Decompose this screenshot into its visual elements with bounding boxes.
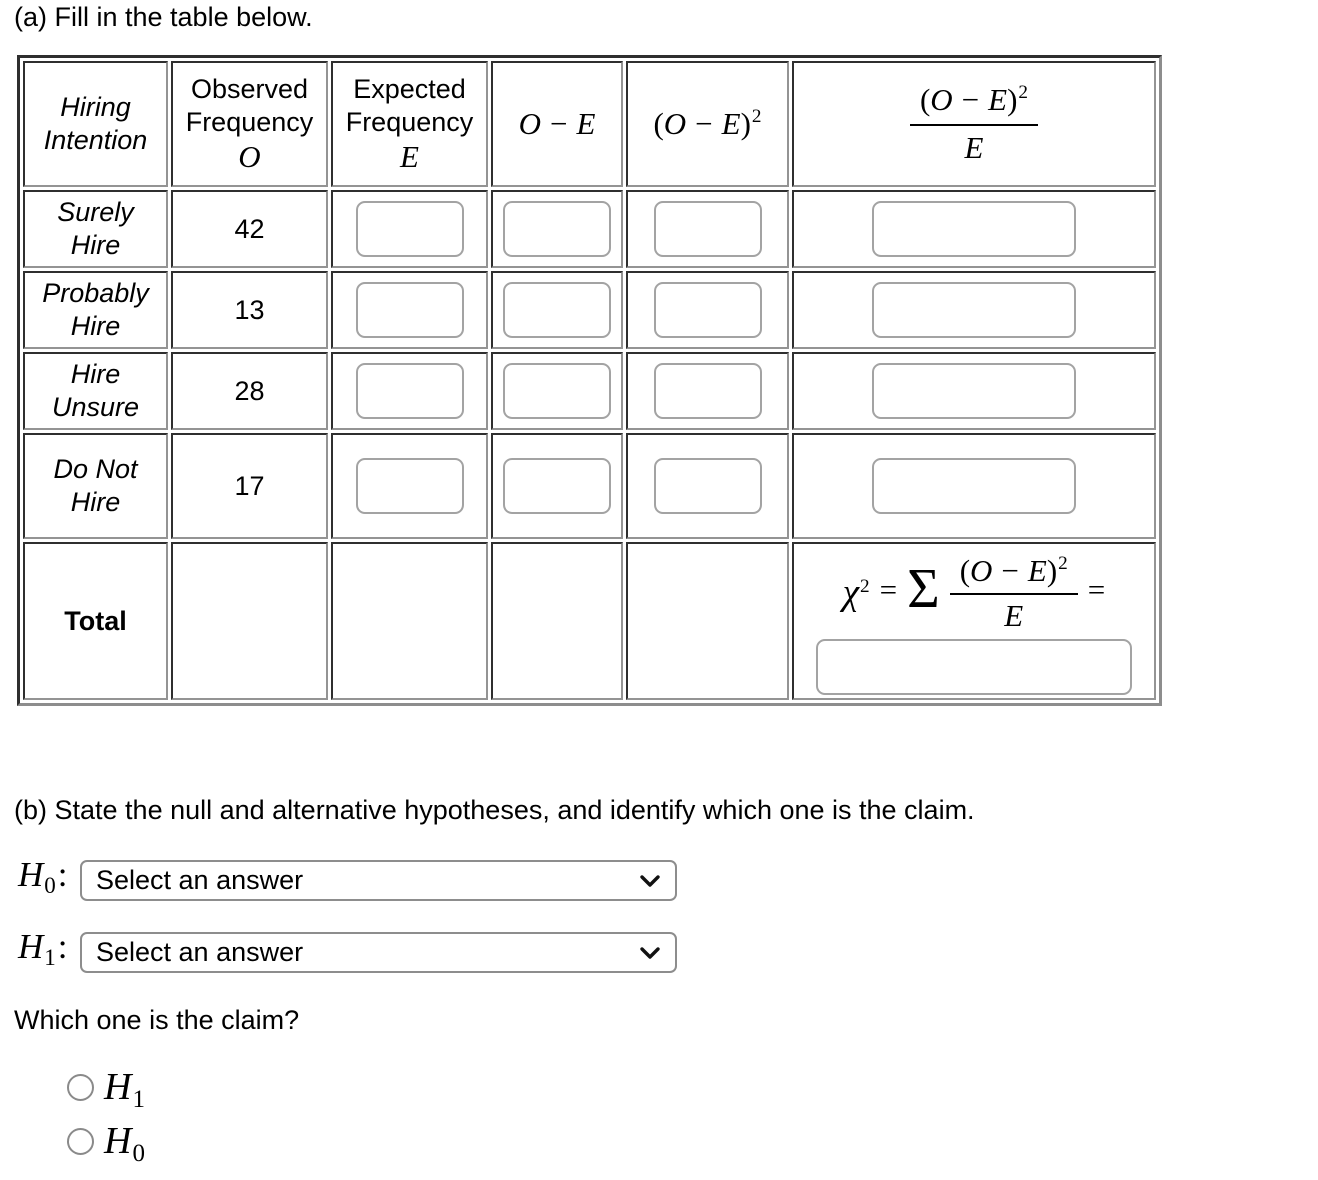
chi-square-table bbox=[17, 55, 1162, 706]
o-minus-e-squared-over-e-input[interactable] bbox=[872, 363, 1076, 419]
header-hiring-intention: Hiring Intention bbox=[23, 61, 168, 187]
chi-square-formula: $\chi^2$ = Σ $\frac{(O - E)^2}{E}$ = bbox=[843, 547, 1106, 632]
empty-cell bbox=[491, 542, 623, 700]
observed-value: 13 bbox=[171, 271, 328, 349]
h0-label: $H_0$: bbox=[18, 855, 68, 898]
table-row bbox=[23, 190, 1156, 268]
chi-square-statistic-input[interactable] bbox=[816, 639, 1132, 695]
o-minus-e-squared-input[interactable] bbox=[654, 201, 762, 257]
total-label: Total bbox=[23, 542, 168, 700]
table-row bbox=[23, 271, 1156, 349]
o-minus-e-input[interactable] bbox=[503, 363, 611, 419]
table-header-row bbox=[23, 61, 1156, 187]
row-label: Surely Hire bbox=[23, 190, 168, 268]
o-minus-e-squared-over-e-input[interactable] bbox=[872, 458, 1076, 514]
o-minus-e-input[interactable] bbox=[503, 282, 611, 338]
row-label: Hire Unsure bbox=[23, 352, 168, 430]
chi-square-total-cell bbox=[792, 542, 1156, 700]
table-total-row bbox=[23, 542, 1156, 700]
expected-frequency-input[interactable] bbox=[356, 201, 464, 257]
empty-cell bbox=[171, 542, 328, 700]
row-label: Do Not Hire bbox=[23, 433, 168, 539]
expected-frequency-input[interactable] bbox=[356, 282, 464, 338]
header-o-minus-e-squared: $(O - E)^2$ bbox=[626, 61, 789, 187]
o-minus-e-squared-input[interactable] bbox=[654, 363, 762, 419]
o-minus-e-squared-input[interactable] bbox=[654, 458, 762, 514]
observed-value: 42 bbox=[171, 190, 328, 268]
header-o-minus-e: O − E bbox=[491, 61, 623, 187]
o-minus-e-input[interactable] bbox=[503, 201, 611, 257]
expected-frequency-input[interactable] bbox=[356, 363, 464, 419]
claim-radio-h1[interactable] bbox=[67, 1074, 94, 1101]
chevron-down-icon bbox=[639, 946, 661, 960]
h0-select[interactable] bbox=[80, 860, 677, 901]
chevron-down-icon bbox=[639, 874, 661, 888]
header-o-minus-e-squared-over-e: $\frac{(O - E)^2}{E}$ bbox=[792, 61, 1156, 187]
o-minus-e-squared-over-e-input[interactable] bbox=[872, 282, 1076, 338]
table-row bbox=[23, 352, 1156, 430]
section-a-title: (a) Fill in the table below. bbox=[14, 2, 313, 32]
h1-select-value: Select an answer bbox=[96, 937, 304, 967]
row-label: Probably Hire bbox=[23, 271, 168, 349]
o-minus-e-squared-input[interactable] bbox=[654, 282, 762, 338]
claim-radio-h0[interactable] bbox=[67, 1128, 94, 1155]
claim-radio-h1-label: $H_1$ bbox=[104, 1066, 145, 1113]
h1-select[interactable] bbox=[80, 932, 677, 973]
section-b-title: (b) State the null and alternative hypotheses, and identify which one is the claim. bbox=[14, 795, 975, 825]
o-minus-e-squared-over-e-input[interactable] bbox=[872, 201, 1076, 257]
expected-frequency-input[interactable] bbox=[356, 458, 464, 514]
observed-value: 28 bbox=[171, 352, 328, 430]
empty-cell bbox=[331, 542, 488, 700]
claim-question: Which one is the claim? bbox=[14, 1005, 300, 1035]
o-minus-e-input[interactable] bbox=[503, 458, 611, 514]
header-expected-frequency: Expected Frequency E bbox=[331, 61, 488, 187]
h1-label: $H_1$: bbox=[18, 927, 68, 970]
observed-value: 17 bbox=[171, 433, 328, 539]
header-observed-frequency: Observed Frequency O bbox=[171, 61, 328, 187]
h0-select-value: Select an answer bbox=[96, 865, 304, 895]
table-row bbox=[23, 433, 1156, 539]
empty-cell bbox=[626, 542, 789, 700]
claim-radio-h0-label: $H_0$ bbox=[104, 1120, 145, 1167]
